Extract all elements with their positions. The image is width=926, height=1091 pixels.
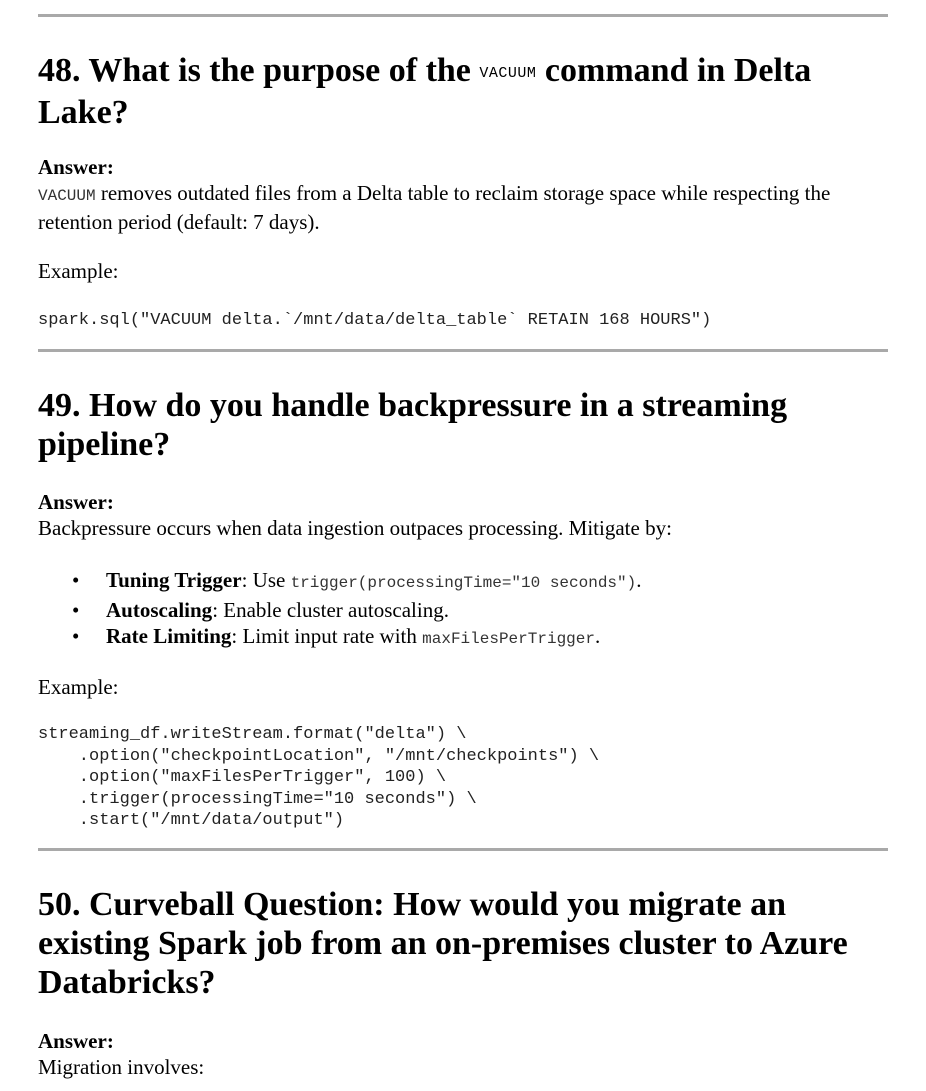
question-49-code-block: streaming_df.writeStream.format("delta") \ .option("checkpointLocation", "/mnt/checkpoints") \ .option("maxFilesPerTrigger", 100) \ .trigger(processingTime="10 seconds") \ .start("/mnt/data/output") — [38, 725, 600, 830]
question-48-answer-label: Answer: — [38, 155, 114, 179]
question-48-example-label: Example: — [38, 259, 119, 283]
bullet-code: trigger(processingTime="10 seconds") — [290, 574, 637, 592]
bullet-icon: • — [72, 624, 80, 648]
question-50-answer-text: Migration involves: — [38, 1055, 205, 1079]
question-49-answer-label: Answer: — [38, 490, 114, 514]
question-50-title: 50. Curveball Question: How would you migrate an existing Spark job from an on-premises cluster to Azure Databricks? — [38, 886, 848, 1001]
question-48-title-prefix: 48. What is the purpose of the — [38, 52, 480, 89]
bullet-text: : Limit input rate with — [231, 624, 423, 648]
bullet-text: : Use — [241, 568, 291, 592]
question-48-answer-code: VACUUM — [38, 187, 96, 205]
section-divider — [38, 848, 888, 851]
question-49-example-label: Example: — [38, 675, 119, 699]
section-divider — [38, 349, 888, 352]
bullet-text: : Enable cluster autoscaling. — [212, 597, 449, 622]
bullet-code: maxFilesPerTrigger — [422, 630, 595, 648]
question-48-title-code: VACUUM — [479, 65, 537, 82]
question-49-bullet-list — [38, 567, 888, 653]
question-48-title — [38, 51, 858, 132]
question-48-title-suffix: command in Delta Lake? — [38, 52, 812, 131]
bullet-icon: • — [72, 597, 80, 622]
bullet-item — [38, 623, 888, 653]
question-49-title: 49. How do you handle backpressure in a streaming pipeline? — [38, 387, 788, 463]
question-48-answer-text — [38, 180, 878, 235]
bullet-title: Rate Limiting — [106, 624, 232, 648]
question-48-answer-body: removes outdated files from a Delta table to reclaim storage space while respecting the retention period (default: 7 days). — [38, 181, 831, 234]
section-divider — [38, 14, 888, 17]
bullet-title: Tuning Trigger — [106, 568, 242, 592]
bullet-tail: . — [636, 568, 642, 592]
question-50-answer-label: Answer: — [38, 1029, 114, 1053]
bullet-title: Autoscaling — [106, 597, 213, 622]
bullet-icon: • — [72, 568, 80, 592]
bullet-tail: . — [594, 624, 601, 648]
question-49-answer-text: Backpressure occurs when data ingestion outpaces processing. Mitigate by: — [38, 516, 672, 540]
bullet-item — [38, 597, 888, 624]
question-48-code-block: spark.sql("VACUUM delta.`/mnt/data/delta_table` RETAIN 168 HOURS") — [38, 311, 712, 330]
bullet-item — [38, 567, 888, 597]
